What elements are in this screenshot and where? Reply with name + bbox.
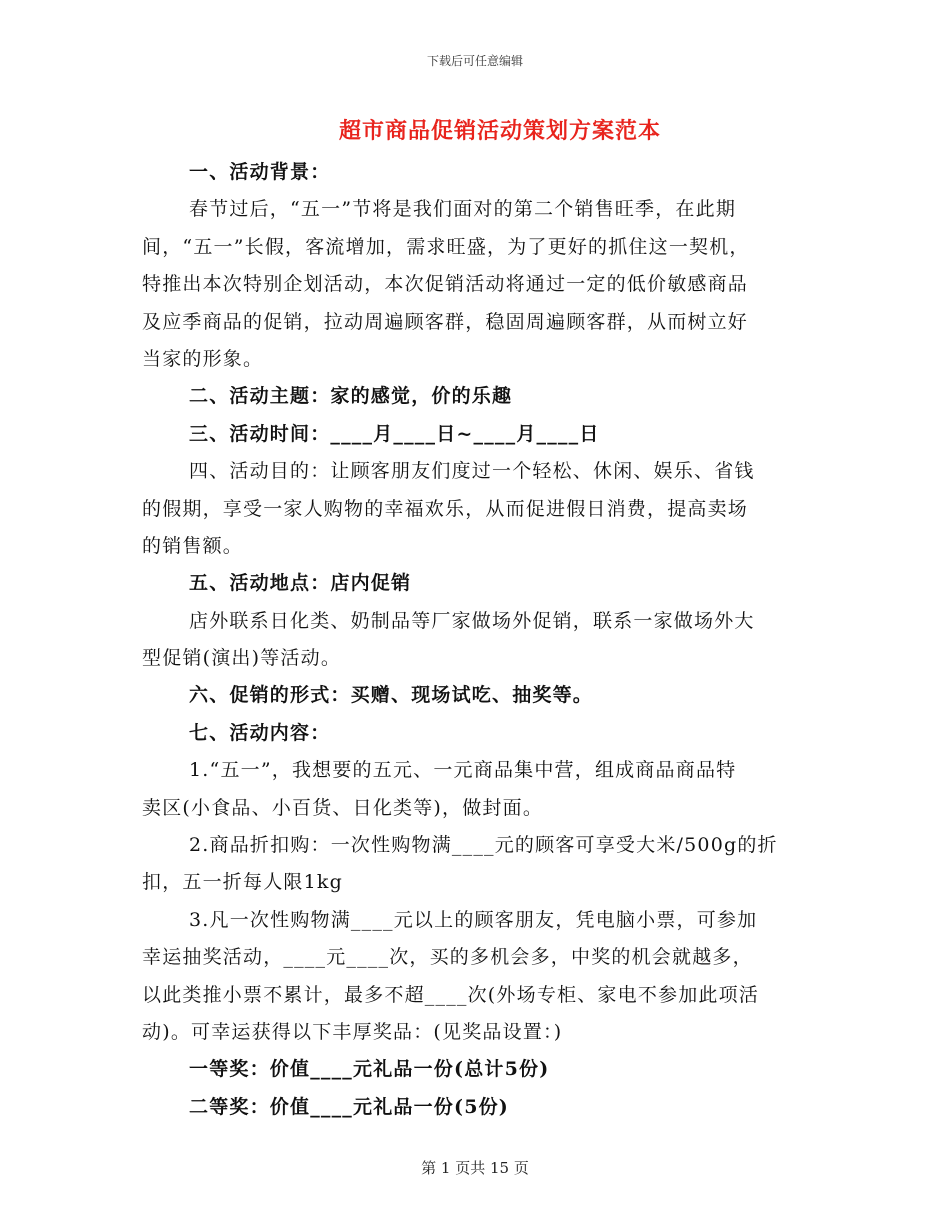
section-heading-background: 一、活动背景： — [189, 161, 331, 183]
list-item-line: 1.“五一”，我想要的五元、一元商品集中营，组成商品商品特 — [189, 759, 737, 782]
prize-second: 二等奖：价值____元礼品一份(5份) — [189, 1095, 510, 1118]
section-heading-content: 七、活动内容： — [189, 721, 331, 744]
section-heading-location: 五、活动地点：店内促销 — [189, 572, 412, 595]
document-body — [142, 154, 804, 1126]
paragraph-line: 及应季商品的促销，拉动周遍顾客群，稳固周遍顾客群，从而树立好 — [142, 310, 749, 333]
list-item-line: 3.凡一次性购物满____元以上的顾客朋友，凭电脑小票，可参加 — [189, 908, 758, 931]
list-item-line: 2.商品折扣购：一次性购物满____元的顾客可享受大米/500g的折 — [189, 834, 778, 857]
list-item-line: 卖区(小食品、小百货、日化类等)，做封面。 — [142, 796, 544, 819]
paragraph-line: 店外联系日化类、奶制品等厂家做场外促销，联系一家做场外大 — [189, 609, 755, 632]
header-note: 下载后可任意编辑 — [426, 54, 523, 68]
paragraph-line: 间，“五一”长假，客流增加，需求旺盛，为了更好的抓住这一契机， — [142, 235, 750, 258]
paragraph-line: 四、活动目的：让顾客朋友们度过一个轻松、休闲、娱乐、省钱 — [189, 460, 755, 483]
document-title: 超市商品促销活动策划方案范本 — [338, 118, 661, 144]
paragraph-line: 型促销(演出)等活动。 — [142, 647, 342, 670]
paragraph-line: 春节过后，“五一”节将是我们面对的第二个销售旺季，在此期 — [189, 198, 737, 221]
paragraph-line: 特推出本次特别企划活动，本次促销活动将通过一定的低价敏感商品 — [142, 273, 749, 296]
paragraph-line: 当家的形象。 — [142, 347, 264, 370]
page-number-footer: 第 1 页共 15 页 — [421, 1159, 529, 1177]
section-heading-time: 三、活动时间：____月____日~____月____日 — [189, 422, 600, 445]
paragraph-line: 的销售额。 — [142, 534, 244, 557]
list-item-line: 动)。可幸运获得以下丰厚奖品：(见奖品设置：) — [142, 1020, 563, 1043]
list-item-line: 扣，五一折每人限1kg — [142, 871, 343, 894]
section-heading-form: 六、促销的形式：买赠、现场试吃、抽奖等。 — [189, 684, 594, 707]
list-item-line: 以此类推小票不累计，最多不超____次(外场专柜、家电不参加此项活 — [142, 983, 760, 1006]
list-item-line: 幸运抽奖活动，____元____次，买的多机会多，中奖的机会就越多， — [142, 946, 753, 969]
paragraph-line: 的假期，享受一家人购物的幸福欢乐，从而促进假日消费，提高卖场 — [142, 497, 749, 520]
prize-first: 一等奖：价值____元礼品一份(总计5份) — [189, 1058, 550, 1081]
section-heading-theme: 二、活动主题：家的感觉，价的乐趣 — [189, 385, 513, 408]
